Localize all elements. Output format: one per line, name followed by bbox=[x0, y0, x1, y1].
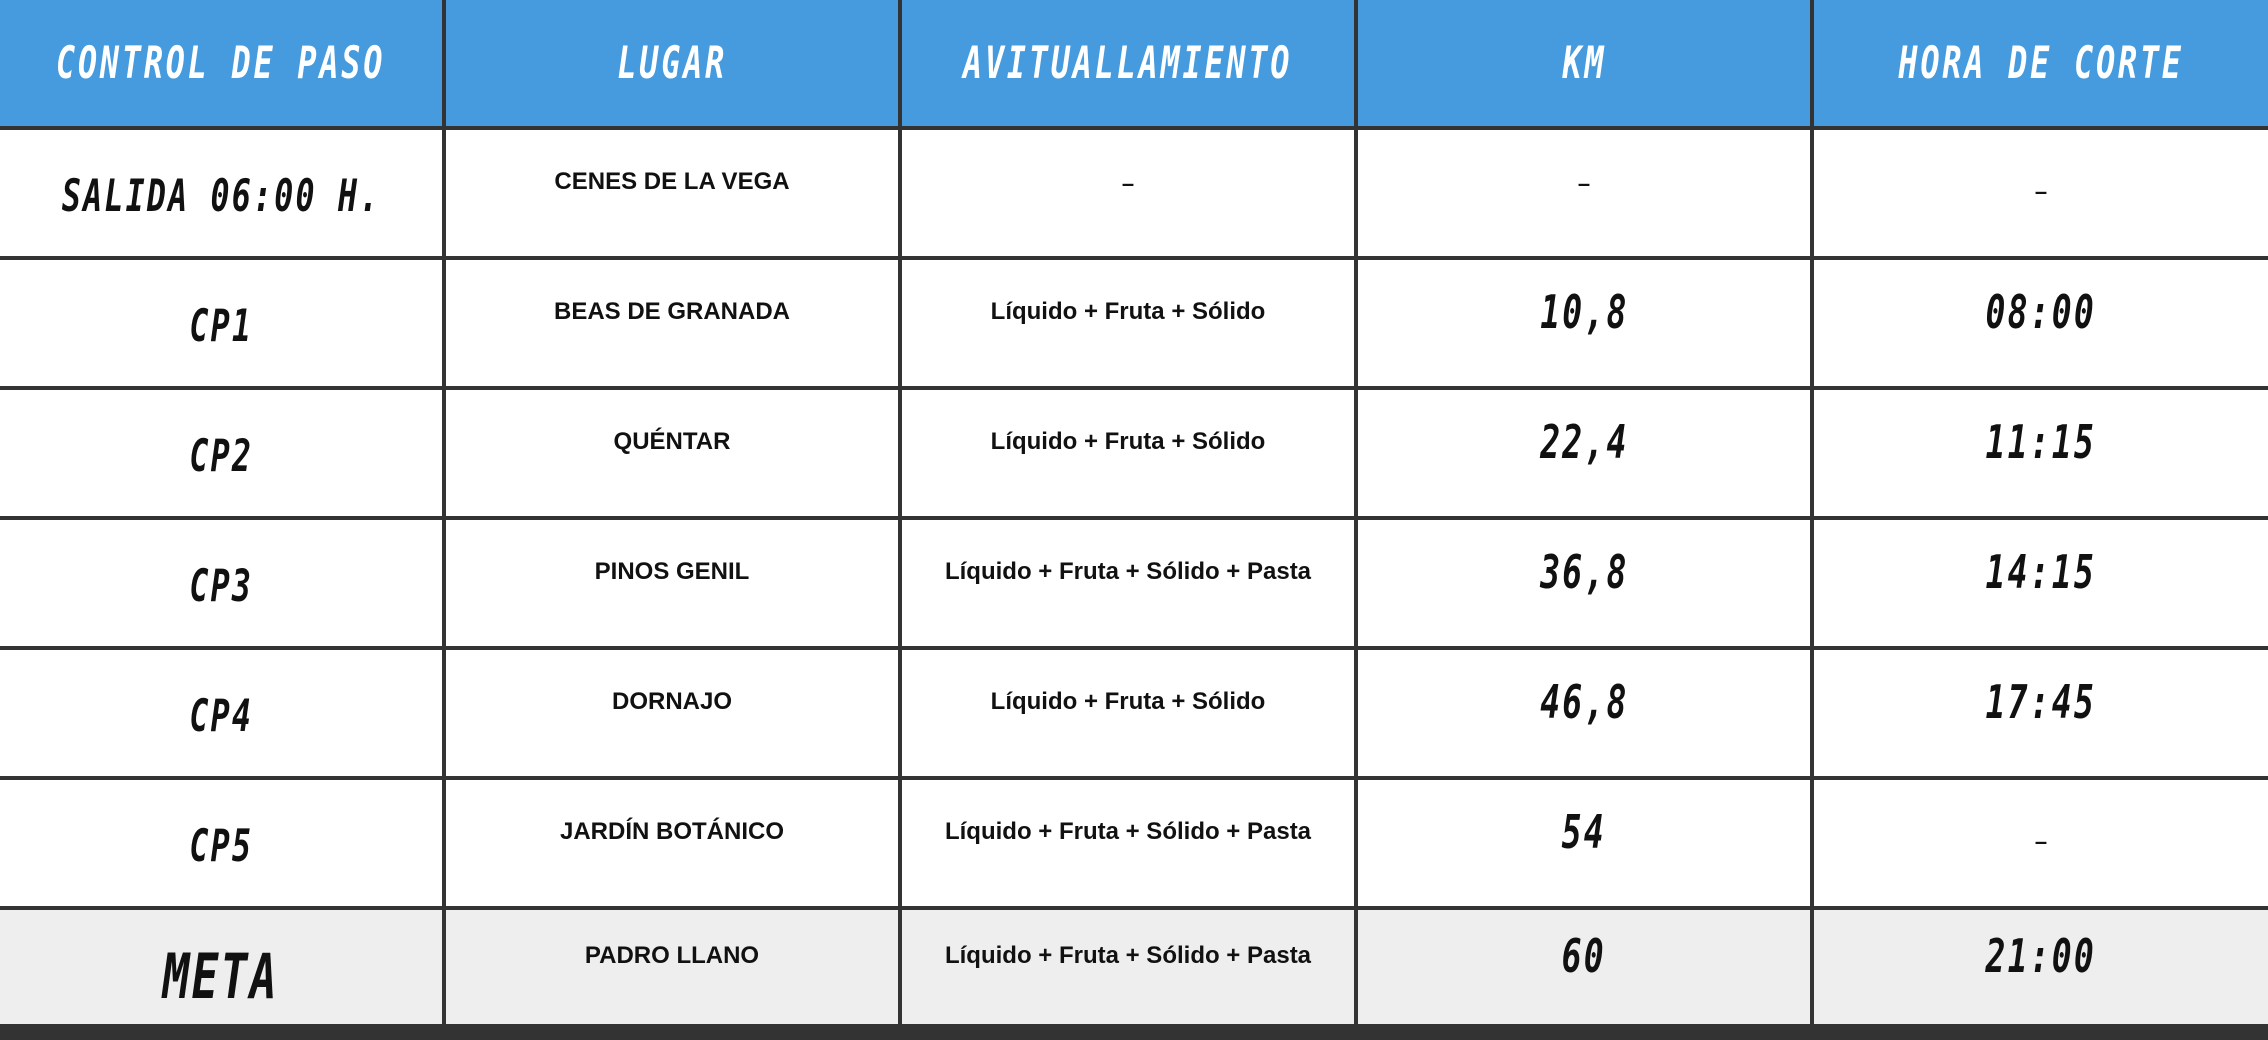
cell-control bbox=[0, 390, 446, 520]
lugar-label: PADRO LLANO bbox=[584, 942, 760, 969]
avituallamiento-label: Líquido + Fruta + Sólido + Pasta bbox=[944, 558, 1312, 585]
cell-hora bbox=[1814, 780, 2268, 910]
cell-avituallamiento bbox=[902, 910, 1358, 1024]
cell-lugar bbox=[446, 260, 902, 390]
hora-label: – bbox=[2034, 179, 2048, 204]
header-control-de-paso bbox=[0, 0, 446, 130]
cell-km bbox=[1358, 390, 1814, 520]
hora-label: – bbox=[2034, 829, 2048, 854]
km-label: 22,4 bbox=[1539, 415, 1629, 469]
lugar-label: CENES DE LA VEGA bbox=[554, 168, 790, 195]
cell-lugar bbox=[446, 910, 902, 1024]
avituallamiento-label: – bbox=[1121, 171, 1135, 196]
header-hora-de-corte bbox=[1814, 0, 2268, 130]
hora-label: 11:15 bbox=[1985, 415, 2097, 469]
hora-label: 21:00 bbox=[1985, 929, 2097, 983]
cell-lugar bbox=[446, 130, 902, 260]
cell-hora bbox=[1814, 910, 2268, 1024]
cell-lugar bbox=[446, 650, 902, 780]
header-km bbox=[1358, 0, 1814, 130]
control-label: SALIDA 06:00 H. bbox=[61, 170, 381, 222]
header-label: CONTROL DE PASO bbox=[56, 37, 386, 89]
cell-avituallamiento bbox=[902, 780, 1358, 910]
cell-control bbox=[0, 520, 446, 650]
km-label: – bbox=[1577, 171, 1591, 196]
km-label: 46,8 bbox=[1539, 675, 1629, 729]
km-label: 36,8 bbox=[1539, 545, 1629, 599]
avituallamiento-label: Líquido + Fruta + Sólido + Pasta bbox=[944, 818, 1312, 845]
cell-lugar bbox=[446, 390, 902, 520]
cell-avituallamiento bbox=[902, 130, 1358, 260]
cell-control bbox=[0, 650, 446, 780]
km-label: 60 bbox=[1561, 929, 1607, 983]
cell-km bbox=[1358, 520, 1814, 650]
cell-km bbox=[1358, 650, 1814, 780]
cell-km bbox=[1358, 780, 1814, 910]
cell-km bbox=[1358, 130, 1814, 260]
cell-hora bbox=[1814, 650, 2268, 780]
cell-hora bbox=[1814, 260, 2268, 390]
km-label: 10,8 bbox=[1539, 285, 1629, 339]
header-label: KM bbox=[1562, 37, 1606, 89]
cell-avituallamiento bbox=[902, 520, 1358, 650]
cell-km bbox=[1358, 910, 1814, 1024]
header-label: HORA DE CORTE bbox=[1898, 37, 2184, 89]
control-label: CP4 bbox=[189, 690, 253, 742]
control-label: CP5 bbox=[189, 820, 253, 872]
hora-label: 17:45 bbox=[1985, 675, 2097, 729]
cell-avituallamiento bbox=[902, 260, 1358, 390]
lugar-label: QUÉNTAR bbox=[613, 428, 731, 455]
cell-lugar bbox=[446, 520, 902, 650]
control-label: CP1 bbox=[189, 300, 253, 352]
cell-control bbox=[0, 260, 446, 390]
control-label: META bbox=[162, 939, 280, 1013]
header-lugar bbox=[446, 0, 902, 130]
avituallamiento-label: Líquido + Fruta + Sólido bbox=[990, 428, 1266, 455]
header-avituallamiento bbox=[902, 0, 1358, 130]
cell-km bbox=[1358, 260, 1814, 390]
cell-hora bbox=[1814, 520, 2268, 650]
avituallamiento-label: Líquido + Fruta + Sólido bbox=[990, 688, 1266, 715]
lugar-label: DORNAJO bbox=[611, 688, 732, 715]
cell-lugar bbox=[446, 780, 902, 910]
header-label: AVITUALLAMIENTO bbox=[963, 37, 1293, 89]
cell-hora bbox=[1814, 390, 2268, 520]
cell-control bbox=[0, 780, 446, 910]
avituallamiento-label: Líquido + Fruta + Sólido + Pasta bbox=[944, 942, 1312, 969]
lugar-label: JARDÍN BOTÁNICO bbox=[559, 818, 784, 845]
control-label: CP2 bbox=[189, 430, 253, 482]
lugar-label: BEAS DE GRANADA bbox=[553, 298, 790, 325]
hora-label: 08:00 bbox=[1985, 285, 2097, 339]
cell-hora bbox=[1814, 130, 2268, 260]
cell-control bbox=[0, 130, 446, 260]
header-label: LUGAR bbox=[617, 37, 727, 89]
cell-control bbox=[0, 910, 446, 1024]
cell-avituallamiento bbox=[902, 650, 1358, 780]
lugar-label: PINOS GENIL bbox=[594, 558, 750, 585]
cell-avituallamiento bbox=[902, 390, 1358, 520]
km-label: 54 bbox=[1561, 805, 1607, 859]
avituallamiento-label: Líquido + Fruta + Sólido bbox=[990, 298, 1266, 325]
hora-label: 14:15 bbox=[1985, 545, 2097, 599]
control-label: CP3 bbox=[189, 560, 253, 612]
